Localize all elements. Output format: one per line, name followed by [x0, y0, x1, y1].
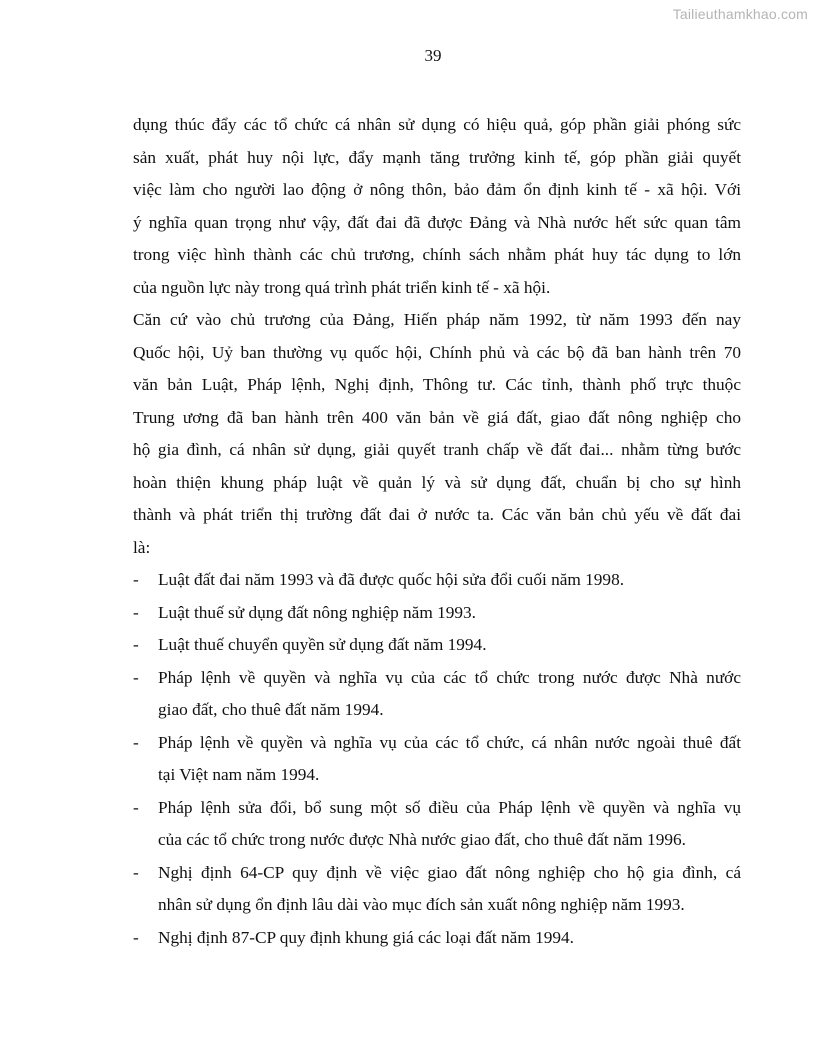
text-line: Trung ương đã ban hành trên 400 văn bản về giá đất, giao đất nông nghiệp cho — [133, 407, 741, 427]
text-line: Luật đất đai năm 1993 và đã được quốc hội sửa đổi cuối năm 1998. — [158, 570, 625, 589]
watermark: Tailieuthamkhao.com — [672, 6, 808, 22]
text-line: của nguồn lực này trong quá trình phát triển kinh tế - xã hội. — [133, 277, 551, 297]
text-line: tại Việt nam năm 1994. — [158, 765, 320, 784]
list-item — [133, 857, 741, 922]
page-number: 39 — [424, 46, 442, 65]
document-body — [133, 109, 741, 954]
text-line: Quốc hội, Uỷ ban thường vụ quốc hội, Chính phủ và các bộ đã ban hành trên 70 — [133, 342, 741, 362]
bullet-dash: - — [133, 862, 139, 882]
bullet-dash: - — [133, 797, 139, 817]
text-line: nhân sử dụng ổn định lâu dài vào mục đích sản xuất nông nghiệp năm 1993. — [158, 895, 685, 914]
paragraph — [133, 109, 741, 304]
text-line: Nghị định 87-CP quy định khung giá các loại đất năm 1994. — [158, 927, 574, 947]
list-item — [133, 792, 741, 857]
text-line: dụng thúc đẩy các tổ chức cá nhân sử dụng có hiệu quả, góp phần giải phóng sức — [133, 115, 741, 134]
bullet-dash: - — [133, 732, 139, 752]
list-item — [133, 564, 741, 597]
text-line: việc làm cho người lao động ở nông thôn, bảo đảm ổn định kinh tế - xã hội. Với — [133, 180, 741, 199]
bullet-dash: - — [133, 927, 139, 947]
text-line: hoàn thiện khung pháp luật về quản lý và sử dụng đất, chuẩn bị cho sự hình — [133, 472, 741, 492]
list-item — [133, 922, 741, 955]
bullet-dash: - — [133, 570, 139, 589]
text-line: Pháp lệnh về quyền và nghĩa vụ của các tổ chức trong nước được Nhà nước — [158, 667, 741, 687]
text-line: là: — [133, 537, 151, 557]
bullet-dash: - — [133, 635, 139, 654]
text-line: sản xuất, phát huy nội lực, đẩy mạnh tăng trưởng kinh tế, góp phần giải quyết — [133, 147, 741, 167]
text-line: văn bản Luật, Pháp lệnh, Nghị định, Thông tư. Các tỉnh, thành phố trực thuộc — [133, 375, 741, 394]
bullet-dash: - — [133, 602, 139, 622]
list-item — [133, 629, 741, 662]
legal-document-list — [133, 564, 741, 954]
text-line: Nghị định 64-CP quy định về việc giao đất nông nghiệp cho hộ gia đình, cá — [158, 862, 741, 882]
text-line: thành và phát triển thị trường đất đai ở nước ta. Các văn bản chủ yếu về đất đai — [133, 505, 741, 524]
bullet-dash: - — [133, 667, 139, 687]
text-line: Pháp lệnh sửa đổi, bổ sung một số điều của Pháp lệnh về quyền và nghĩa vụ — [158, 797, 741, 817]
text-line: ý nghĩa quan trọng như vậy, đất đai đã được Đảng và Nhà nước hết sức quan tâm — [133, 212, 741, 232]
text-line: Căn cứ vào chủ trương của Đảng, Hiến pháp năm 1992, từ năm 1993 đến nay — [133, 310, 741, 329]
text-line: trong việc hình thành các chủ trương, chính sách nhằm phát huy tác dụng to lớn — [133, 245, 741, 264]
text-line: của các tổ chức trong nước được Nhà nước giao đất, cho thuê đất năm 1996. — [158, 830, 686, 849]
list-item — [133, 727, 741, 792]
text-line: giao đất, cho thuê đất năm 1994. — [158, 700, 384, 719]
list-item — [133, 662, 741, 727]
text-line: hộ gia đình, cá nhân sử dụng, giải quyết tranh chấp về đất đai... nhằm từng bước — [133, 440, 741, 459]
list-item — [133, 597, 741, 630]
paragraph — [133, 304, 741, 564]
text-line: Luật thuế chuyển quyền sử dụng đất năm 1994. — [158, 635, 487, 654]
text-line: Luật thuế sử dụng đất nông nghiệp năm 1993. — [158, 602, 476, 622]
text-line: Pháp lệnh về quyền và nghĩa vụ của các tổ chức, cá nhân nước ngoài thuê đất — [158, 732, 741, 752]
